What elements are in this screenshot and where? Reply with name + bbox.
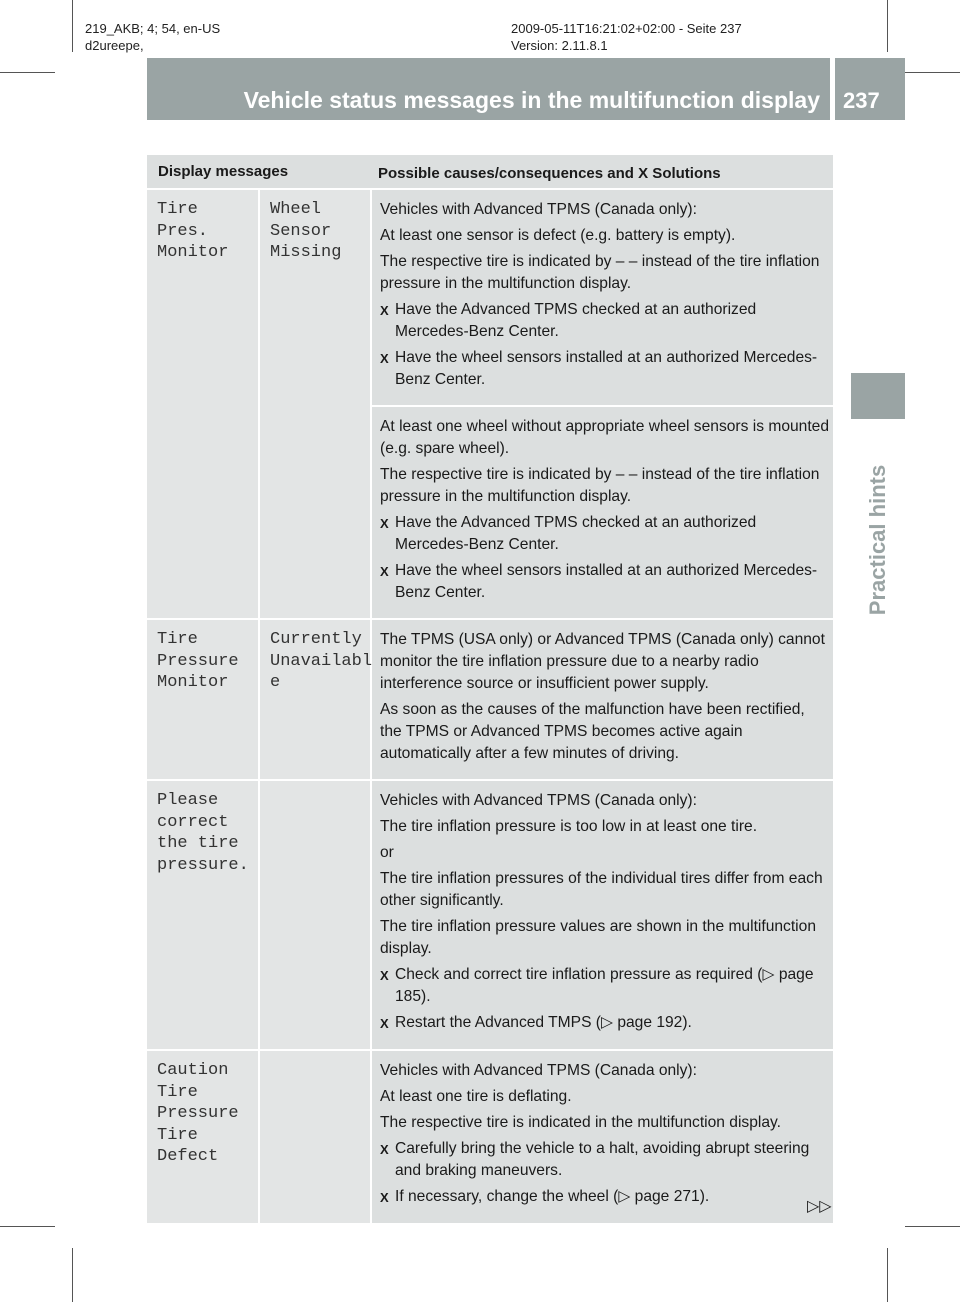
solution-step bbox=[380, 347, 829, 391]
arrow-icon: X bbox=[380, 1190, 389, 1205]
cause-text: The respective tire is indicated by – – instead of the tire inflation pressure in the multifunction display. bbox=[380, 253, 820, 292]
arrow-icon: X bbox=[380, 516, 389, 531]
solution-text: If necessary, change the wheel (▷ page 271). bbox=[395, 1188, 710, 1205]
page-title: Vehicle status messages in the multifunction display bbox=[243, 87, 820, 113]
solution-step bbox=[380, 964, 829, 1008]
table-row bbox=[147, 188, 833, 618]
cause-text: At least one wheel without appropriate wheel sensors is mounted (e.g. spare wheel). bbox=[380, 418, 830, 457]
causes-solutions-cell bbox=[372, 190, 833, 618]
solution-step bbox=[380, 1186, 829, 1209]
table-body bbox=[147, 188, 833, 1223]
doc-meta-right-1: 2009-05-11T16:21:02+02:00 - Seite 237 bbox=[511, 21, 742, 36]
page-header-bar bbox=[147, 58, 830, 120]
crop-mark bbox=[887, 0, 888, 52]
col-header-display-messages: Display messages bbox=[158, 163, 289, 180]
solution-text: Have the Advanced TPMS checked at an authorized Mercedes-Benz Center. bbox=[395, 514, 757, 553]
solution-text: Have the wheel sensors installed at an authorized Mercedes-Benz Center. bbox=[395, 562, 818, 601]
page-number-box bbox=[835, 58, 905, 120]
arrow-icon: X bbox=[380, 564, 389, 579]
display-message-detail bbox=[260, 781, 370, 1049]
cause-text: The respective tire is indicated by – – instead of the tire inflation pressure in the multifunction display. bbox=[380, 466, 820, 505]
cause-text: As soon as the causes of the malfunction have been rectified, the TPMS or Advanced TPMS becomes active again automatically after a few minutes of driving. bbox=[380, 701, 805, 762]
section-tab bbox=[851, 373, 905, 419]
table-row bbox=[147, 618, 833, 779]
solution-step bbox=[380, 560, 829, 604]
cause-text: At least one tire is deflating. bbox=[380, 1088, 572, 1105]
cause-text: The tire inflation pressure is too low in at least one tire. bbox=[380, 818, 758, 835]
display-message: Please correct the tire pressure. bbox=[147, 781, 258, 1049]
cause-text: At least one sensor is defect (e.g. battery is empty). bbox=[380, 227, 736, 244]
table-header bbox=[147, 155, 833, 188]
cause-block bbox=[372, 407, 833, 618]
arrow-icon: X bbox=[380, 1142, 389, 1157]
cause-text: The tire inflation pressure values are shown in the multifunction display. bbox=[380, 918, 816, 957]
crop-mark bbox=[0, 72, 55, 73]
display-message-detail bbox=[260, 1051, 370, 1223]
doc-meta-left-1: 219_AKB; 4; 54, en-US bbox=[85, 21, 221, 36]
solution-step bbox=[380, 1012, 829, 1035]
messages-table bbox=[147, 155, 833, 1223]
display-message-detail: Wheel Sensor Missing bbox=[260, 190, 370, 618]
cause-text: The respective tire is indicated in the multifunction display. bbox=[380, 1114, 782, 1131]
solution-text: Restart the Advanced TMPS (▷ page 192). bbox=[395, 1014, 692, 1031]
cause-block bbox=[372, 620, 833, 779]
display-message: Caution Tire Pressure Tire Defect bbox=[147, 1051, 258, 1223]
col-header-causes bbox=[378, 165, 721, 182]
doc-meta-left-2: d2ureepe, bbox=[85, 38, 144, 53]
solution-text: Have the wheel sensors installed at an authorized Mercedes-Benz Center. bbox=[395, 349, 818, 388]
causes-solutions-cell bbox=[372, 1051, 833, 1223]
display-message: Tire Pres. Monitor bbox=[147, 190, 258, 618]
table-row bbox=[147, 1049, 833, 1223]
col-header-solutions-text: Solutions bbox=[648, 165, 721, 182]
solution-step bbox=[380, 299, 829, 343]
cause-text: The TPMS (USA only) or Advanced TPMS (Canada only) cannot monitor the tire inflation pressure due to a nearby radio interference source or insufficient power supply. bbox=[380, 631, 825, 692]
cause-text: Vehicles with Advanced TPMS (Canada only): bbox=[380, 201, 697, 218]
crop-mark bbox=[72, 0, 73, 52]
section-label: Practical hints bbox=[865, 464, 890, 616]
crop-mark bbox=[905, 72, 960, 73]
cause-text: Vehicles with Advanced TPMS (Canada only): bbox=[380, 792, 697, 809]
causes-solutions-cell bbox=[372, 781, 833, 1049]
solution-text: Check and correct tire inflation pressure as required (▷ page 185). bbox=[395, 966, 814, 1005]
arrow-icon: X bbox=[638, 165, 649, 182]
arrow-icon: X bbox=[380, 1016, 389, 1031]
display-message-detail: Currently Unavailabl e bbox=[260, 620, 370, 779]
arrow-icon: X bbox=[380, 968, 389, 983]
solution-step bbox=[380, 512, 829, 556]
causes-solutions-cell bbox=[372, 620, 833, 779]
solution-step bbox=[380, 1138, 829, 1182]
cause-block bbox=[372, 190, 833, 405]
cause-text: or bbox=[380, 844, 394, 861]
crop-mark bbox=[0, 1226, 55, 1227]
col-header-causes-text: Possible causes/consequences and bbox=[378, 165, 639, 182]
cause-text: The tire inflation pressures of the individual tires differ from each other significantly. bbox=[380, 870, 823, 909]
cause-block bbox=[372, 781, 833, 1049]
cause-text: Vehicles with Advanced TPMS (Canada only): bbox=[380, 1062, 697, 1079]
table-row bbox=[147, 779, 833, 1049]
display-message: Tire Pressure Monitor bbox=[147, 620, 258, 779]
solution-text: Have the Advanced TPMS checked at an authorized Mercedes-Benz Center. bbox=[395, 301, 757, 340]
arrow-icon: X bbox=[380, 303, 389, 318]
solution-text: Carefully bring the vehicle to a halt, avoiding abrupt steering and braking maneuvers. bbox=[395, 1140, 810, 1179]
doc-meta-right-2: Version: 2.11.8.1 bbox=[511, 38, 608, 53]
continued-marker: ▷▷ bbox=[807, 1198, 832, 1215]
crop-mark bbox=[905, 1226, 960, 1227]
crop-mark bbox=[72, 1248, 73, 1302]
page-number: 237 bbox=[843, 88, 880, 113]
crop-mark bbox=[887, 1248, 888, 1302]
cause-block bbox=[372, 1051, 833, 1223]
arrow-icon: X bbox=[380, 351, 389, 366]
